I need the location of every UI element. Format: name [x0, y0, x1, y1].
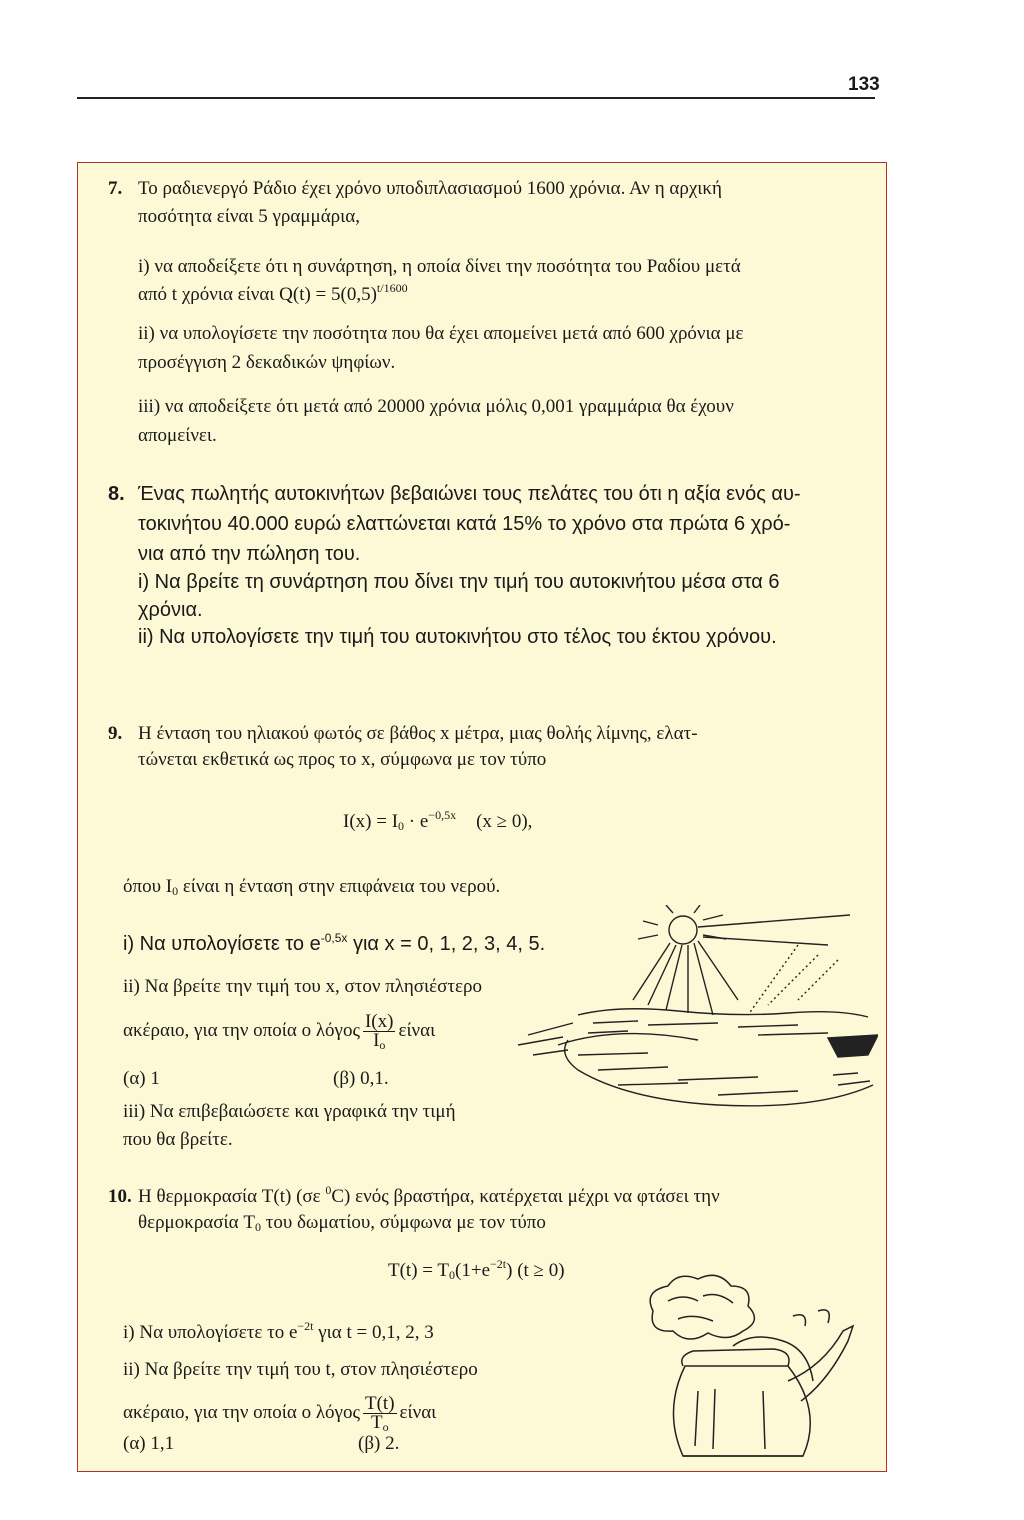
ex9-option-b: (β) 0,1. — [333, 1068, 389, 1089]
ex7-iii-line2: απομείνει. — [138, 425, 217, 446]
ex9-line2: τώνεται εκθετικά ως προς το x, σύμφωνα με τον τύπο — [138, 749, 547, 770]
header-rule — [77, 97, 875, 99]
ex7-i-line2: από t χρόνια είναι $Q(t) = 5(0,5)^{t/1600}$ — [138, 281, 408, 305]
ex10-line1: Η θερμοκρασία T(t) (σε $^0$C) ενός βραστήρα, κατέρχεται μέχρι να φτάσει την — [138, 1183, 720, 1207]
ex9-ii-line1: ii) Να βρείτε την τιμή του x, στον πλησιέστερο — [123, 976, 482, 997]
ex8-line1: Ένας πωλητής αυτοκινήτων βεβαιώνει τους πελάτες του ότι η αξία ενός αυ- — [138, 483, 801, 505]
ex10-ii-line1: ii) Να βρείτε την τιμή του t, στον πλησιέστερο — [123, 1359, 478, 1380]
ex9-line1: Η ένταση του ηλιακού φωτός σε βάθος x μέτρα, μιας θολής λίμνης, ελατ- — [138, 723, 698, 744]
ex7-i-line1: i) να αποδείξετε ότι η συνάρτηση, η οποία δίνει την ποσότητα του Ραδίου μετά — [138, 256, 741, 277]
ex10-option-b: (β) 2. — [358, 1433, 400, 1454]
ex10-i: i) Να υπολογίσετε το $e^{-2t}$ για t = 0,1, 2, 3 — [123, 1319, 434, 1343]
ex7-line1: Το ραδιενεργό Ράδιο έχει χρόνο υποδιπλασιασμού 1600 χρόνια. Αν η αρχική — [138, 178, 722, 199]
ex8-line2: τοκινήτου 40.000 ευρώ ελαττώνεται κατά 15% το χρόνο στα πρώτα 6 χρό- — [138, 513, 791, 535]
ex10-number: 10. — [108, 1186, 132, 1207]
ex10-option-a: (α) 1,1 — [123, 1433, 175, 1454]
ex8-i-line1: i) Να βρείτε τη συνάρτηση που δίνει την τιμή του αυτοκινήτου μέσα στα 6 — [138, 571, 780, 593]
ex8-ii-line1: ii) Να υπολογίσετε την τιμή του αυτοκινήτου στο τέλος του έκτου χρόνου. — [138, 626, 777, 648]
ex9-iii-line1: iii) Να επιβεβαιώσετε και γραφικά την τιμή — [123, 1101, 456, 1122]
ex7-ii-line2: προσέγγιση 2 δεκαδικών ψηφίων. — [138, 352, 396, 373]
ex8-line3: νια από την πώληση του. — [138, 543, 361, 565]
ex8-number: 8. — [108, 483, 125, 505]
ex10-formula: $T(t) = T_0(1+e^{-2t}) (t \ge 0)$ — [388, 1257, 565, 1282]
ex9-i: i) Να υπολογίσετε το $e^{-0,5x}$ για x = 0, 1, 2, 3, 4, 5. — [123, 931, 546, 955]
ex10-line2: θερμοκρασία $T_0$ του δωματίου, σύμφωνα με τον τύπο — [138, 1212, 546, 1234]
page-number: 133 — [848, 74, 880, 95]
ex9-number: 9. — [108, 723, 123, 744]
ex9-iii-line2: που θα βρείτε. — [123, 1129, 233, 1150]
ex9-option-a: (α) 1 — [123, 1068, 160, 1089]
kettle-illustration — [623, 1271, 863, 1466]
ex8-i-line2: χρόνια. — [138, 599, 203, 621]
ex10-ii-line2: ακέραιο, για την οποία ο λόγος $\frac{T(t)}{T_o}$ είναι — [123, 1393, 437, 1434]
ex9-where: όπου $I_0$ είναι η ένταση στην επιφάνεια του νερού. — [123, 876, 501, 898]
ex7-number: 7. — [108, 178, 123, 199]
ex9-formula: $I(x) = I_0 \cdot e^{-0,5x}$ (x ≥ 0), — [343, 808, 533, 833]
ex9-ii-line2: ακέραιο, για την οποία ο λόγος $\frac{I(x)}{I_o}$ είναι — [123, 1011, 436, 1052]
ex7-line2: ποσότητα είναι 5 γραμμάρια, — [138, 206, 360, 227]
ex7-ii-line1: ii) να υπολογίσετε την ποσότητα που θα έχει απομείνει μετά από 600 χρόνια με — [138, 323, 744, 344]
exercise-box — [77, 162, 887, 1472]
lake-sun-illustration — [498, 905, 878, 1135]
ex7-iii-line1: iii) να αποδείξετε ότι μετά από 20000 χρόνια μόλις 0,001 γραμμάρια θα έχουν — [138, 396, 734, 417]
